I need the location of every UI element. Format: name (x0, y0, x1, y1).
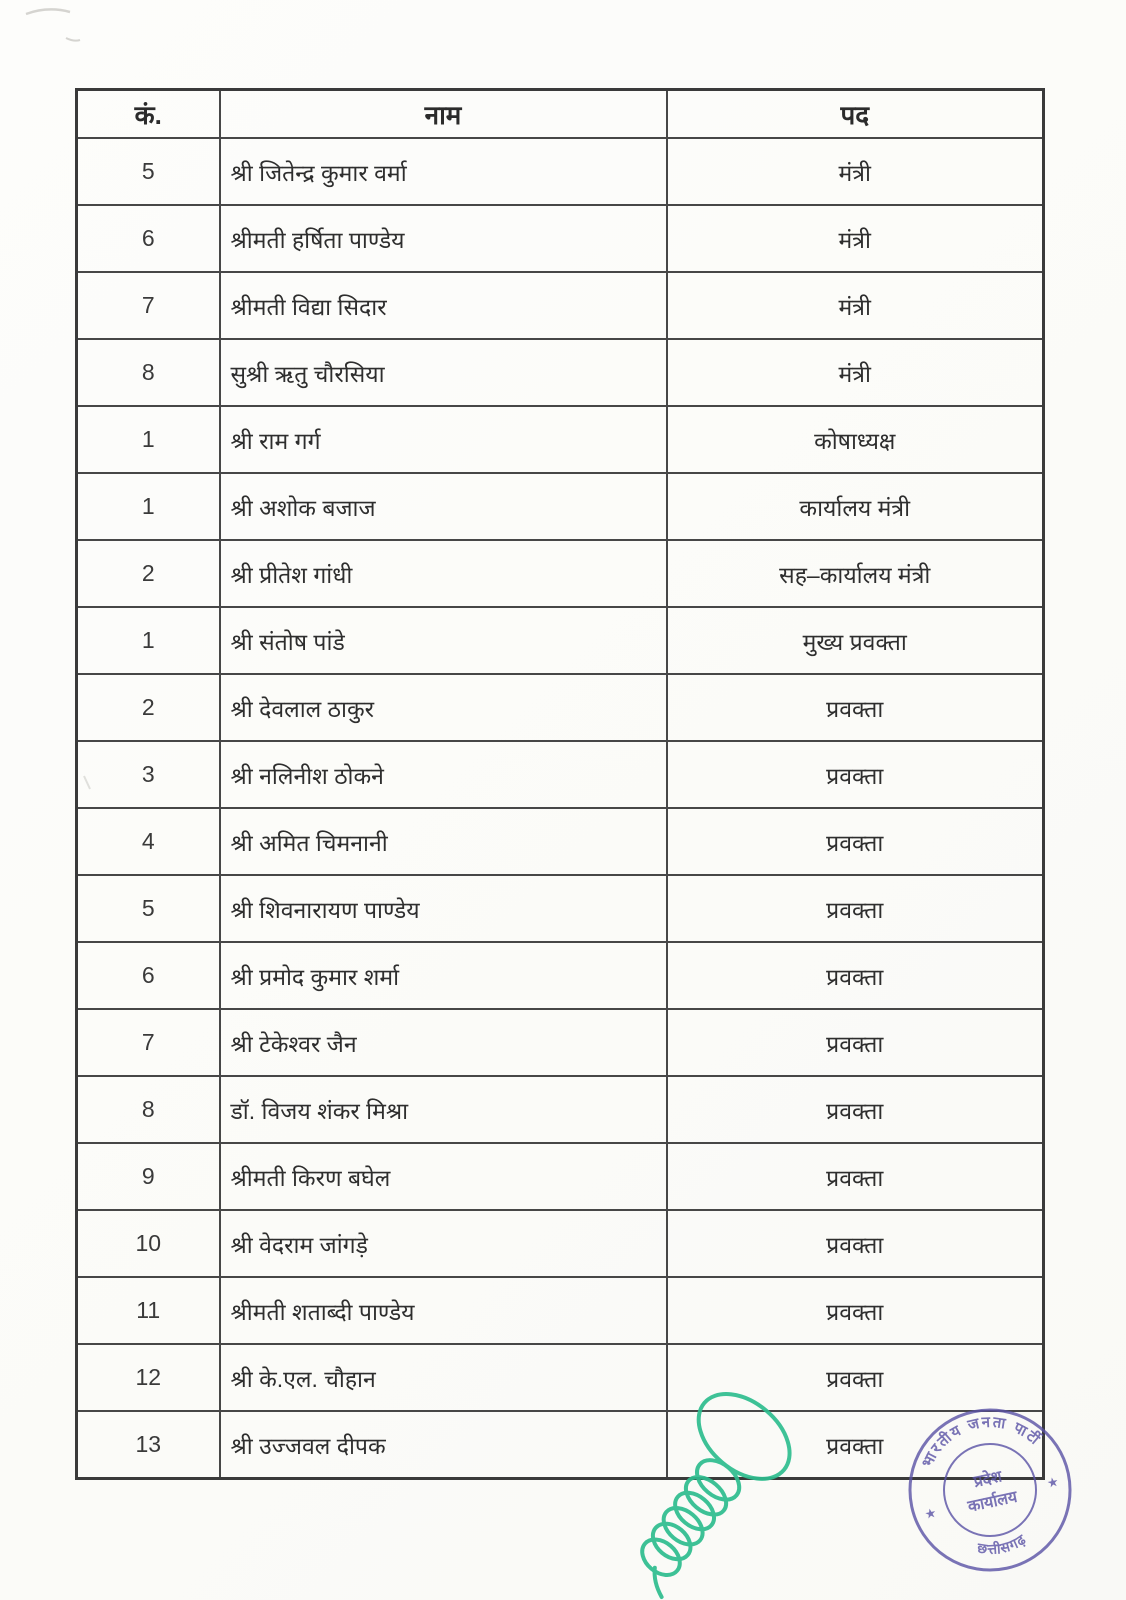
row-serial: 12 (77, 1344, 220, 1411)
row-name: श्री राम गर्ग (220, 406, 667, 473)
row-name: श्रीमती विद्या सिदार (220, 272, 667, 339)
row-post: मुख्य प्रवक्ता (667, 607, 1044, 674)
table-row (77, 138, 1044, 205)
table-row (77, 1143, 1044, 1210)
row-name: श्री शिवनारायण पाण्डेय (220, 875, 667, 942)
header-serial: कं. (77, 90, 220, 139)
row-name: श्री अमित चिमनानी (220, 808, 667, 875)
row-name: सुश्री ऋतु चौरसिया (220, 339, 667, 406)
table-row (77, 1277, 1044, 1344)
row-serial: 3 (77, 741, 220, 808)
table-row (77, 875, 1044, 942)
row-serial: 2 (77, 540, 220, 607)
table-row (77, 741, 1044, 808)
table-row (77, 1009, 1044, 1076)
row-serial: 7 (77, 1009, 220, 1076)
row-serial: 8 (77, 1076, 220, 1143)
row-post: मंत्री (667, 339, 1044, 406)
row-serial: 1 (77, 607, 220, 674)
row-name: श्री के.एल. चौहान (220, 1344, 667, 1411)
row-serial: 6 (77, 942, 220, 1009)
row-post: प्रवक्ता (667, 875, 1044, 942)
table-row (77, 540, 1044, 607)
row-name: श्री संतोष पांडे (220, 607, 667, 674)
row-post: प्रवक्ता (667, 741, 1044, 808)
row-serial: 9 (77, 1143, 220, 1210)
row-post: प्रवक्ता (667, 942, 1044, 1009)
row-name: श्री प्रमोद कुमार शर्मा (220, 942, 667, 1009)
row-name: श्री टेकेश्वर जैन (220, 1009, 667, 1076)
stamp-center-line1: प्रदेश (972, 1468, 1004, 1492)
table-row (77, 473, 1044, 540)
table-row (77, 406, 1044, 473)
header-name: नाम (220, 90, 667, 139)
star-icon: ★ (923, 1505, 939, 1523)
table-row (77, 1210, 1044, 1277)
officials-table (75, 88, 1045, 1480)
row-post: प्रवक्ता (667, 674, 1044, 741)
row-post: कार्यालय मंत्री (667, 473, 1044, 540)
row-serial: 5 (77, 875, 220, 942)
row-post: प्रवक्ता (667, 1009, 1044, 1076)
row-serial: 7 (77, 272, 220, 339)
row-serial: 1 (77, 473, 220, 540)
row-name: श्रीमती हर्षिता पाण्डेय (220, 205, 667, 272)
row-serial: 6 (77, 205, 220, 272)
table-row (77, 674, 1044, 741)
table-row (77, 1411, 1044, 1479)
row-name: श्री वेदराम जांगड़े (220, 1210, 667, 1277)
stamp-top-text: भारतीय जनता पार्टी (918, 1413, 1045, 1471)
row-serial: 8 (77, 339, 220, 406)
row-post: प्रवक्ता (667, 1143, 1044, 1210)
row-post: प्रवक्ता (667, 1344, 1044, 1411)
stamp-center-line2: कार्यालय (966, 1488, 1019, 1516)
table-row (77, 1344, 1044, 1411)
row-serial: 13 (77, 1411, 220, 1479)
row-post: प्रवक्ता (667, 1411, 1044, 1479)
row-name: श्री उज्जवल दीपक (220, 1411, 667, 1479)
row-serial: 5 (77, 138, 220, 205)
table-row (77, 1076, 1044, 1143)
row-post: प्रवक्ता (667, 1210, 1044, 1277)
table-row (77, 607, 1044, 674)
table-row (77, 272, 1044, 339)
row-post: मंत्री (667, 272, 1044, 339)
table-row (77, 942, 1044, 1009)
row-name: श्रीमती शताब्दी पाण्डेय (220, 1277, 667, 1344)
row-serial: 2 (77, 674, 220, 741)
row-name: श्रीमती किरण बघेल (220, 1143, 667, 1210)
row-post: मंत्री (667, 138, 1044, 205)
row-name: श्री अशोक बजाज (220, 473, 667, 540)
row-name: श्री प्रीतेश गांधी (220, 540, 667, 607)
table-body (77, 138, 1044, 1479)
row-name: श्री देवलाल ठाकुर (220, 674, 667, 741)
row-post: सह–कार्यालय मंत्री (667, 540, 1044, 607)
header-row (77, 90, 1044, 139)
row-serial: 1 (77, 406, 220, 473)
table-header (77, 90, 1044, 139)
row-name: श्री नलिनीश ठोकने (220, 741, 667, 808)
row-name: श्री जितेन्द्र कुमार वर्मा (220, 138, 667, 205)
row-serial: 11 (77, 1277, 220, 1344)
row-serial: 4 (77, 808, 220, 875)
row-post: प्रवक्ता (667, 808, 1044, 875)
header-post: पद (667, 90, 1044, 139)
star-icon: ★ (1045, 1474, 1061, 1492)
table-row (77, 808, 1044, 875)
row-name: डॉ. विजय शंकर मिश्रा (220, 1076, 667, 1143)
row-serial: 10 (77, 1210, 220, 1277)
table-row (77, 205, 1044, 272)
stamp-bottom-text: छत्तीसगढ़ (976, 1530, 1030, 1558)
table-row (77, 339, 1044, 406)
row-post: कोषाध्यक्ष (667, 406, 1044, 473)
row-post: मंत्री (667, 205, 1044, 272)
row-post: प्रवक्ता (667, 1076, 1044, 1143)
row-post: प्रवक्ता (667, 1277, 1044, 1344)
